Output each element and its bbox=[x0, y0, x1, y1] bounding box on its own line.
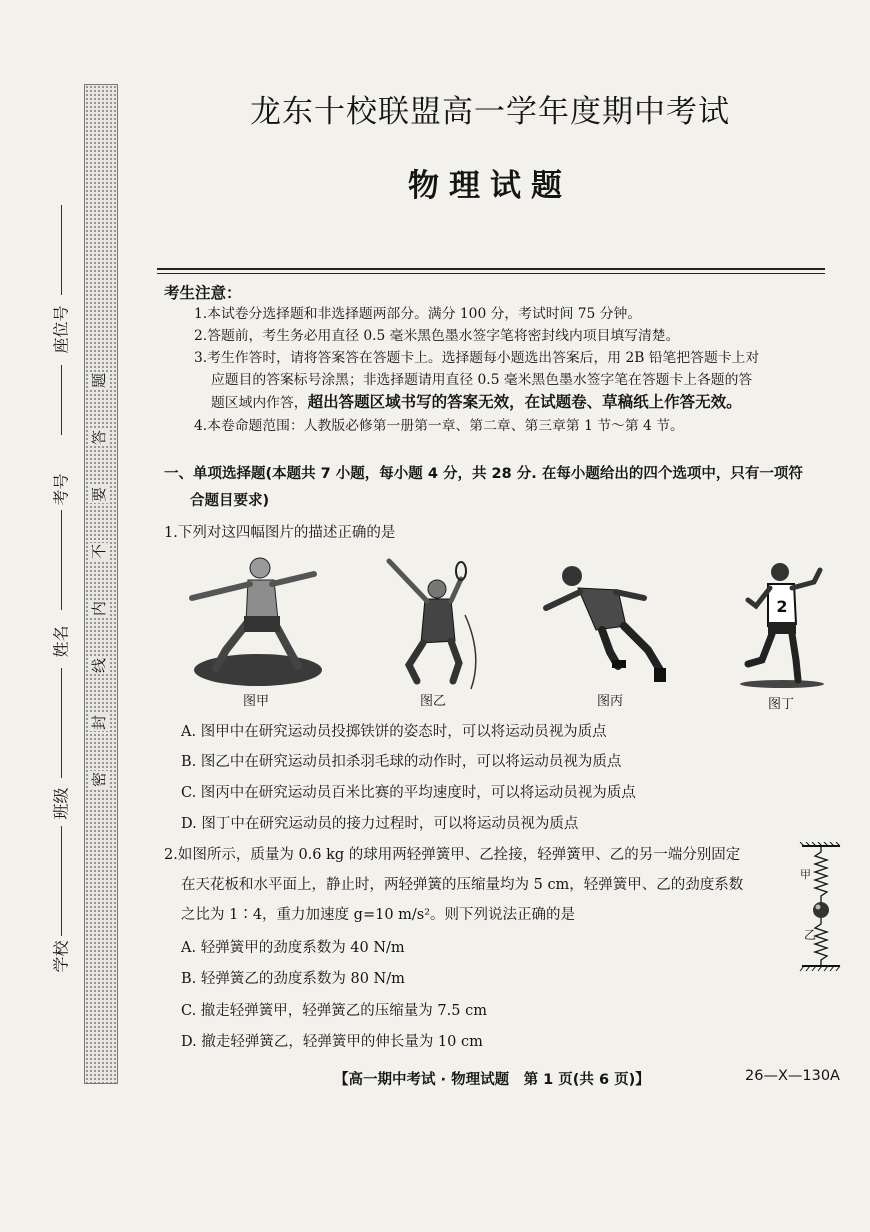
notice-item-4: 4.本卷命题范围：人教版必修第一册第一章、第二章、第三章第 1 节～第 4 节。 bbox=[194, 418, 684, 434]
figure-relay-runner bbox=[738, 560, 828, 690]
spring-label-yi: 乙 bbox=[804, 928, 817, 942]
q2-option-c: C. 撤走轻弹簧甲，轻弹簧乙的压缩量为 7.5 cm bbox=[181, 1003, 487, 1019]
figure-caption-bing: 图丙 bbox=[597, 694, 624, 709]
seat-number-line bbox=[61, 205, 62, 295]
q2-stem-line-3: 之比为 1∶4，重力加速度 g=10 m/s²。则下列说法正确的是 bbox=[181, 907, 576, 923]
q2-stem-line-1: 2.如图所示，质量为 0.6 kg 的球用两轻弹簧甲、乙拴接，轻弹簧甲、乙的另一端分别固定 bbox=[164, 847, 741, 863]
seal-char: 要 bbox=[90, 486, 109, 503]
section-heading bbox=[164, 461, 844, 515]
seal-char: 线 bbox=[90, 657, 109, 674]
seal-char: 题 bbox=[90, 372, 109, 389]
seal-char: 答 bbox=[90, 429, 109, 446]
notice-item-1: 1.本试卷分选择题和非选择题两部分。满分 100 分，考试时间 75 分钟。 bbox=[194, 306, 642, 322]
seal-char: 封 bbox=[90, 714, 109, 731]
bib-number: 2 bbox=[776, 597, 788, 616]
footer-page-info: 【高一期中考试 · 物理试题 第 1 页(共 6 页)】 bbox=[334, 1072, 650, 1088]
class-line bbox=[61, 826, 62, 936]
exam-number-label: 考号 bbox=[51, 473, 71, 506]
q2-option-d: D. 撤走轻弹簧乙，轻弹簧甲的伸长量为 10 cm bbox=[181, 1034, 483, 1050]
notice-warning-bold: 超出答题区域书写的答案无效，在试题卷、草稿纸上作答无效。 bbox=[307, 393, 742, 411]
footer-code: 26—X—130A bbox=[745, 1068, 840, 1084]
section-heading-line-1: 一、单项选择题(本题共 7 小题，每小题 4 分，共 28 分. 在每小题给出的四个选项中，只有一项符 bbox=[164, 466, 803, 482]
q2-option-b: B. 轻弹簧乙的劲度系数为 80 N/m bbox=[181, 971, 405, 987]
q2-option-a: A. 轻弹簧甲的劲度系数为 40 N/m bbox=[181, 940, 405, 956]
notice-item-3-line-3 bbox=[211, 391, 851, 414]
notice-item-3-line-2: 应题目的答案标号涂黑；非选择题请用直径 0.5 毫米黑色墨水签字笔在答题卡上各题的答 bbox=[211, 372, 753, 388]
notice-item-3-line-1: 3.考生作答时，请将答案答在答题卡上。选择题每小题选出答案后，用 2B 铅笔把答题卡上对 bbox=[194, 350, 760, 366]
notice-heading: 考生注意： bbox=[164, 284, 242, 302]
seal-char: 密 bbox=[90, 771, 109, 788]
figure-springs-ball bbox=[796, 842, 846, 974]
figure-sprinter bbox=[540, 560, 680, 690]
q2-stem-line-2: 在天花板和水平面上，静止时，两轻弹簧的压缩量均为 5 cm，轻弹簧甲、乙的劲度系数 bbox=[181, 877, 744, 893]
q1-option-b: B. 图乙中在研究运动员扣杀羽毛球的动作时，可以将运动员视为质点 bbox=[181, 754, 622, 770]
q1-stem: 1.下列对这四幅图片的描述正确的是 bbox=[164, 525, 396, 541]
seat-number-line-lower bbox=[61, 365, 62, 435]
seal-line-text bbox=[86, 370, 112, 790]
q1-option-c: C. 图丙中在研究运动员百米比赛的平均速度时，可以将运动员视为质点 bbox=[181, 785, 636, 801]
q1-option-a: A. 图甲中在研究运动员投掷铁饼的姿态时，可以将运动员视为质点 bbox=[181, 724, 607, 740]
seal-char: 不 bbox=[90, 543, 109, 560]
section-heading-line-2: 合题目要求) bbox=[190, 493, 270, 509]
school-title: 龙东十校联盟高一学年度期中考试 bbox=[250, 94, 730, 130]
header-rule bbox=[157, 268, 825, 270]
figure-badminton-smash bbox=[375, 555, 485, 690]
figure-caption-yi: 图乙 bbox=[420, 694, 447, 709]
q1-option-d: D. 图丁中在研究运动员的接力过程时，可以将运动员视为质点 bbox=[181, 816, 579, 832]
class-label: 班级 bbox=[51, 787, 71, 820]
seal-char: 内 bbox=[90, 600, 109, 617]
spring-label-jia: 甲 bbox=[800, 868, 811, 881]
subject-title: 物理试题 bbox=[408, 168, 572, 204]
notice-item-2: 2.答题前，考生务必用直径 0.5 毫米黑色墨水签字笔将密封线内项目填写清楚。 bbox=[194, 328, 680, 344]
exam-number-line bbox=[61, 510, 62, 610]
figure-caption-ding: 图丁 bbox=[768, 697, 795, 712]
notice-item-3-plain: 题区域内作答， bbox=[211, 395, 308, 411]
name-line bbox=[61, 668, 62, 778]
header-rule-thin bbox=[157, 273, 825, 274]
figure-caption-jia: 图甲 bbox=[243, 694, 270, 709]
figure-discus-thrower bbox=[186, 550, 326, 690]
name-label: 姓名 bbox=[51, 625, 71, 658]
seat-number-label: 座位号 bbox=[51, 305, 71, 354]
school-label: 学校 bbox=[51, 940, 71, 973]
